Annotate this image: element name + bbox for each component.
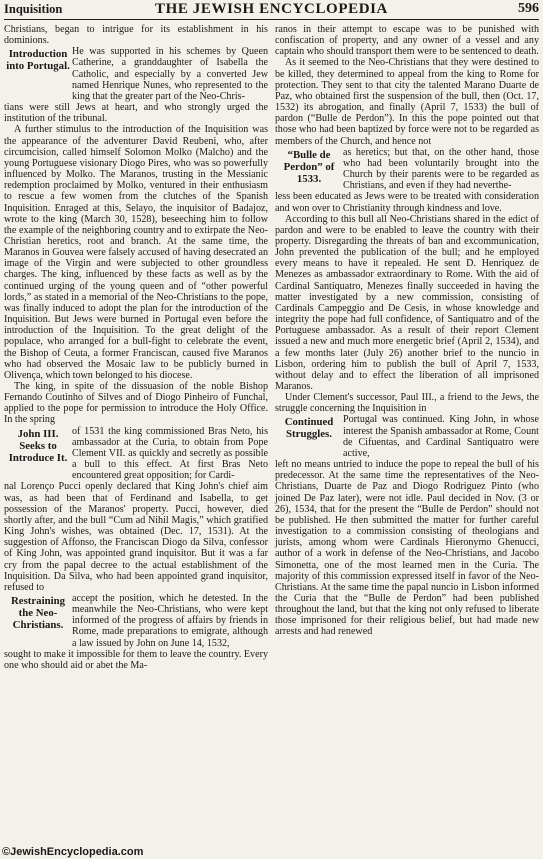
running-head-title: THE JEWISH ENCYCLOPEDIA [154, 1, 388, 17]
paragraph-segment: as heretics; but that, on the other hand, those who had been voluntarily brought into the Church by their parents were to be regarded as Christians, and even if they had neverthe- [343, 146, 539, 192]
sidenote-block [4, 46, 268, 102]
paragraph-segment: As it seemed to the Neo-Christians that they were destined to be killed, they determined to appeal from the king to Rome for protection. They sent to that city the talented Marano Duarte de Paz, who obtained first the suspension of the bull, then (Oct. 17, 1532) its abrogation, and finally (April 7, 1533) the bull of pardon (“Bulle de Perdon”). In this the pope pointed out that those who had been baptized by force were not to be regarded as members of the Church, and hence not [275, 57, 539, 147]
sidenote-bulle-de-perdon: “Bulle de Perdon” of 1533. [283, 148, 335, 185]
footer-credit: ©JewishEncyclopedia.com [2, 846, 144, 858]
paragraph-segment: left no means untried to induce the pope to repeal the bull of his predecessor. At the same time the representatives of the Neo-Christians, Duarte de Paz and Diogo Rodriguez Pinto (who joined De Paz later), were not idle. Paul decided in Nov. (3 or 26), 1534, that for the present the “Bulle de Perdon” should not be published. He then submitted the matter for further careful investigation to a commission consisting of theologians and jurists, among whom were Cardinals Hieronymo Ghenucci, author of a work in defense of the Neo-Christians, and Jacobo Simonetta, one of the most learned men in the Curia. The majority of this commission expressed itself in favor of the Neo-Christians. At the same time the papal nuncio in Lisbon informed the Curia that the “Bulle de Perdon” had been published throughout the land, but that the king not only refused to liberate those imprisoned for their religious belief, but had made new arrests and had renewed [275, 459, 539, 638]
page-number: 596 [518, 1, 539, 16]
left-column [4, 24, 268, 671]
paragraph-segment: less been educated as Jews were to be treated with consideration and won over to Christianity through kindness and love. [275, 191, 539, 214]
paragraph-segment: accept the position, which he detested. In the meanwhile the Neo-Christians, who were kept informed of the progress of affairs by friends in Rome, made preparations to emigrate, although a law issued by John on June 14, 1532, [72, 592, 268, 649]
paragraph-segment: Portugal was continued. King John, in whose interest the Spanish ambassador at Rome, Count de Cifuentas, and Cardinal Santiquatro were active, [343, 414, 539, 459]
sidenote-block [4, 593, 268, 649]
paragraph: ranos in their attempt to escape was to be punished with confiscation of property, and any owner of a vessel and any captain who should transport them were to be sentenced to death. [275, 24, 539, 58]
paragraph-segment: He was supported in his schemes by Queen Catherine, a granddaughter of Isabella the Catholic, and especially by a converted Jew named Henrique Nunes, who represented to the king that the greater part of the Neo-Chris- [72, 46, 268, 102]
right-column [275, 24, 539, 638]
sidenote-john-iii: John III. Seeks to Introduce It. [8, 427, 68, 464]
sidenote-introduction: Introduction into Portugal. [6, 48, 70, 73]
sidenote-block [275, 147, 539, 192]
page-header [4, 0, 539, 20]
sidenote-continued-struggles: Continued Struggles. [284, 416, 334, 441]
paragraph-segment: sought to make it impossible for them to leave the country. Every one who should aid or abet the Ma- [4, 648, 268, 671]
paragraph-segment: Under Clement's successor, Paul III., a friend to the Jews, the struggle concerning the Inquisition in [275, 392, 539, 415]
paragraph-segment: tians were still Jews at heart, and who strongly urged the institution of the tribunal. [4, 102, 268, 125]
paragraph: Christians, began to intrigue for its establishment in his dominions. [4, 24, 268, 47]
paragraph-segment: of 1531 the king commissioned Bras Neto, his ambassador at the Curia, to obtain from Pope Clement VII. as quickly and secretly as possible a bull to this effect. At first Bras Neto encountered great opposition; for Cardi- [72, 425, 268, 482]
sidenote-restraining: Restraining the Neo-Christians. [11, 594, 65, 631]
paragraph-segment: The king, in spite of the dissuasion of the noble Bishop Fernando Coutinho of Silves and of Diogo Pinheiro of Funchal, applied to the pope for permission to introduce the Holy Office. In the spring [4, 381, 268, 426]
paragraph-segment: nal Lorenço Pucci openly declared that King John's chief aim was, as had been that of Ferdinand and Isabella, to get possession of the Maranos' property. Pucci, however, died shortly after, and the bull “Cum ad Nihil Magis,” which gratified King John's wishes, was obtained (Dec. 17, 1531). At the suggestion of Affonso, the Franciscan Diogo da Silva, confessor of King John, was appointed grand inquisitor. But it was a far cry from the papal decree to the actual establishment of the Inquisition. Da Silva, who had been appointed grand inquisitor, refused to [4, 481, 268, 593]
sidenote-block [4, 426, 268, 482]
paragraph: According to this bull all Neo-Christians shared in the edict of pardon and were to be enabled to leave the country with their property. Disregarding the threats of ban and excommunication, John prevented the publication of the bull; and he employed every means to have it repealed. He sent D. Henriquez de Menezes as ambassador extraordinary to Rome. With the aid of Cardinal Santiquatro, Menezes finally succeeded in having the matter investigated by a new commission, consisting of Cardinals Campeggio and De Cesis, in whose knowledge and integrity the pope had full confidence, of Santiquatro and of the Portuguese ambassador. As a result of their report Clement issued a new and much more energetic brief (April 2, 1534), and a few months later (July 26) another brief to the nuncio in Lisbon, ordering him to publish the bull of April 7, 1533, without delay and to effect the liberation of all imprisoned Maranos. [275, 213, 539, 392]
sidenote-block [275, 414, 539, 459]
header-rule [4, 19, 539, 20]
paragraph: A further stimulus to the introduction of the Inquisition was the appearance of the adventurer David Reubeni, who, after circumcision, called himself Solomon Molko (Malcho) and the young Portuguese visionary Diogo Pires, who was so powerfully influenced by Molko. The Maranos, trusting in the Messianic redemption proclaimed by Molko, ventured in their enthusiasm to rescue a few women from the clutches of the Spanish Inquisition. Enraged at this, Selayo, the inquisitor of Badajoz, wrote to the king (March 30, 1528), beseeching him to follow the example of the neighboring country and to extirpate the Neo-Christian heretics, root and branch. At the same time, the Maranos in Gouvea were falsely accused of having desecrated an image of the Virgin and were subjected to other groundless charges. The king, influenced by these facts as well as by the continued urging of the young queen and of “other powerful lords,” as stated in a memorial of the Neo-Christians to the pope, was finally induced to adopt the plan for the introduction of the Inquisition. But Jews were burned in Portugal even before the introduction of the Inquisition. To the great delight of the populace, who arranged for a bull-fight to celebrate the event, the Bishop of Ceuta, a former Franciscan, caused five Maranos who had observed the Mosaic law to be publicly burned in Olivença, which town belonged to his diocese. [4, 124, 268, 381]
running-head-section: Inquisition [4, 2, 63, 16]
